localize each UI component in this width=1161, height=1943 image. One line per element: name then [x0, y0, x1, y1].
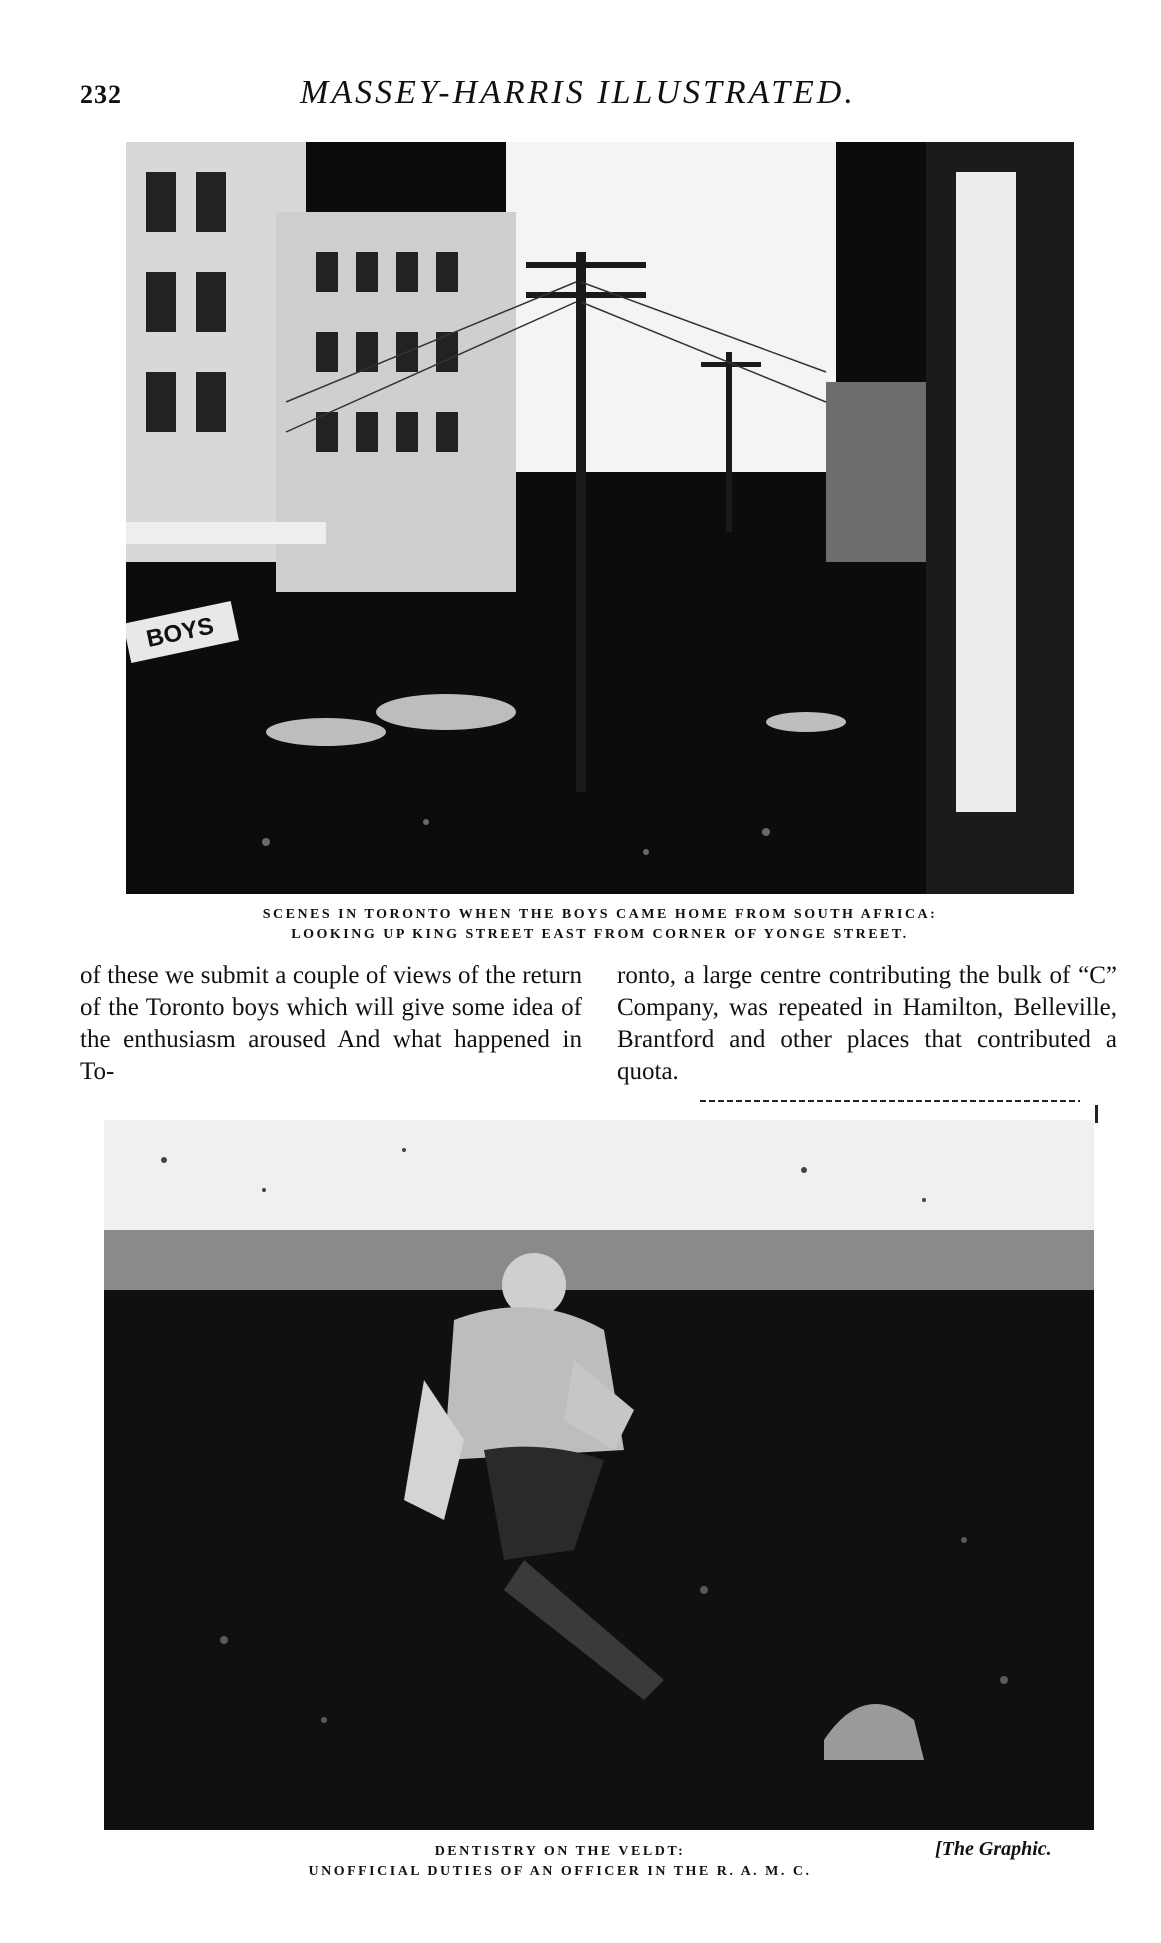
veldt-dentistry-photo: [104, 1120, 1094, 1830]
top-photo-caption: [126, 905, 1074, 945]
bottom-photo-caption: [200, 1842, 920, 1882]
body-text-right-column: ronto, a large centre contributing the bulk of “C” Company, was repeated in Hamilton, Belleville, Brantford and other places that contributed a quota.: [617, 962, 1117, 1085]
running-head: MASSEY-HARRIS ILLUSTRATED.: [300, 74, 856, 111]
caption-line-2: UNOFFICIAL DUTIES OF AN OFFICER IN THE R. A. M. C.: [308, 1864, 812, 1879]
margin-mark: [1095, 1105, 1098, 1123]
section-divider: [700, 1100, 1080, 1102]
body-text-left-column: of these we submit a couple of views of the return of the Toronto boys which will give some idea of the enthusiasm aroused And what happened in To-: [80, 962, 582, 1085]
page-number: 232: [80, 80, 122, 109]
photo-credit: [The Graphic.: [935, 1838, 1052, 1860]
caption-line-1: DENTISTRY ON THE VELDT:: [434, 1844, 686, 1859]
street-sign-text: BOYS: [144, 612, 217, 653]
caption-line-1: SCENES IN TORONTO WHEN THE BOYS CAME HOME FROM SOUTH AFRICA:: [262, 907, 938, 922]
street-scene-photo: [126, 142, 1074, 894]
caption-line-2: LOOKING UP KING STREET EAST FROM CORNER OF YONGE STREET.: [291, 927, 909, 942]
